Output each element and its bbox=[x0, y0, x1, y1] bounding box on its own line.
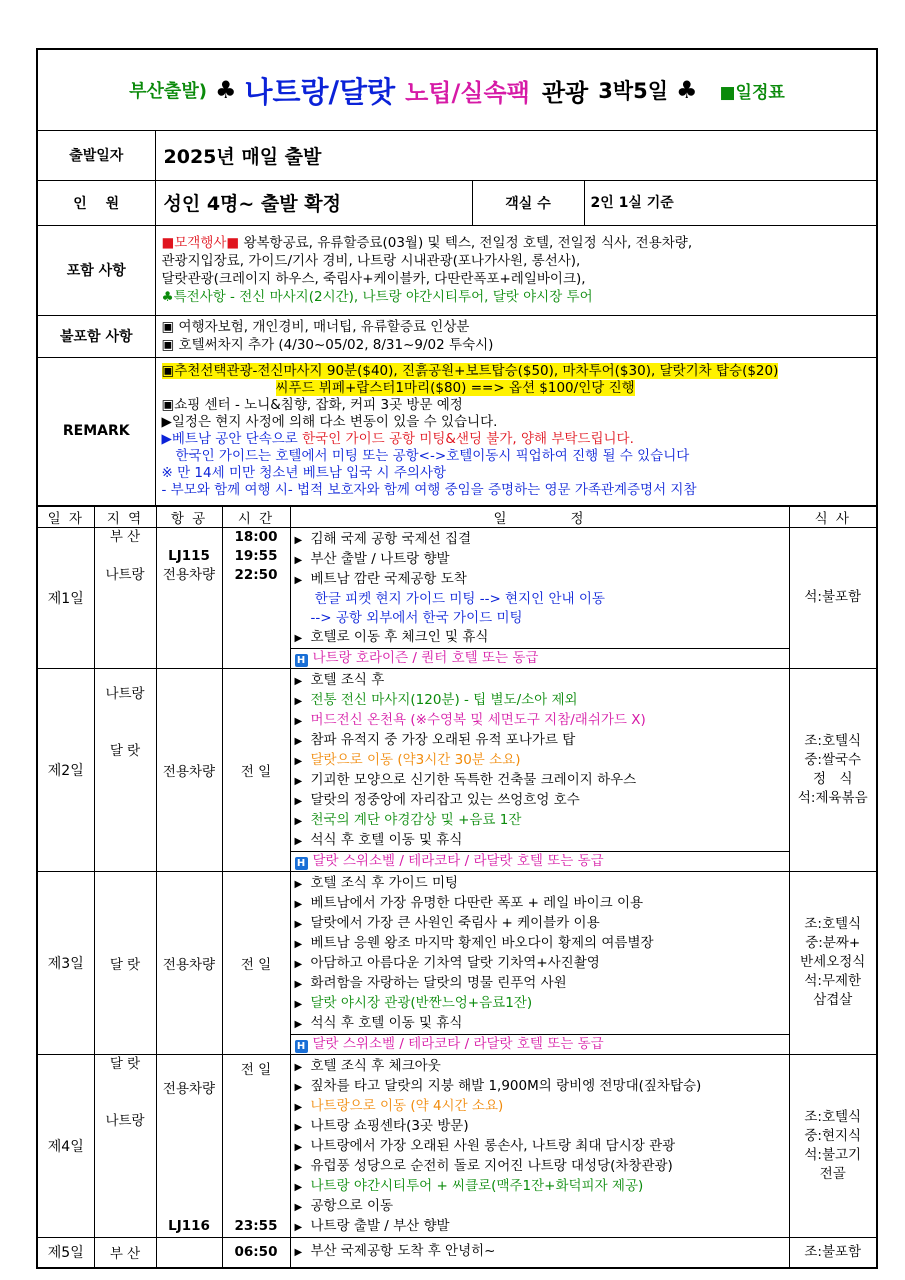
itinerary-line: ▶ 부산 국제공항 도착 후 안녕히~ bbox=[291, 1242, 789, 1262]
itinerary-cell bbox=[290, 871, 789, 1054]
club-icon: ♣ bbox=[214, 76, 237, 104]
itinerary-line: ▶ 화려함을 자랑하는 달랏의 명물 린푸억 사원 bbox=[291, 974, 789, 994]
guide-warning: ▶베트남 공안 단속으로 한국인 가이드 공항 미팅&샌딩 불가, 양해 부탁드립니다. bbox=[161, 431, 634, 447]
bullet-icon: ▶ bbox=[294, 1081, 303, 1093]
day-row bbox=[38, 1237, 876, 1267]
bullet-icon: ▶ bbox=[294, 755, 303, 767]
bullet-icon: ▶ bbox=[294, 918, 303, 930]
time-cell: 전 일 bbox=[222, 871, 290, 1054]
region-cell: 나트랑 달 랏 bbox=[94, 668, 156, 871]
bullet-icon: ▶ bbox=[294, 675, 303, 687]
special-benefits: ♣특전사항 - 전신 마사지(2시간), 나트랑 야간시티투어, 달랏 야시장 투어 bbox=[161, 289, 593, 305]
meal-cell: 석:불포함 bbox=[789, 527, 876, 668]
itinerary-line: ▶ 호텔 조식 후 가이드 미팅 bbox=[291, 874, 789, 894]
day-row bbox=[38, 1054, 876, 1237]
itinerary-line: ▶ 유럽풍 성당으로 순전히 돌로 지어진 나트랑 대성당(차창관광) bbox=[291, 1157, 789, 1177]
itinerary-line: ▶ 부산 출발 / 나트랑 향발 bbox=[291, 550, 789, 570]
time-cell: 전 일 bbox=[222, 668, 290, 871]
flight-cell: LJ115 전용차량 bbox=[156, 527, 222, 668]
bullet-icon: ▶ bbox=[294, 815, 303, 827]
itinerary-line: ▶ 나트랑에서 가장 오래된 사원 롱손사, 나트랑 최대 담시장 관광 bbox=[291, 1137, 789, 1157]
region-cell: 달 랏 bbox=[94, 871, 156, 1054]
day-row bbox=[38, 871, 876, 1054]
itinerary-line: ▶ 머드전신 온천욕 (※수영복 및 세면도구 지참/래쉬가드 X) bbox=[291, 711, 789, 731]
itinerary-cell bbox=[290, 668, 789, 871]
date-label: 출발일자 bbox=[38, 131, 155, 180]
bullet-icon: ▶ bbox=[294, 1018, 303, 1030]
itinerary-line: 한글 피켓 현지 가이드 미팅 --> 현지인 안내 이동 bbox=[310, 590, 605, 607]
meal-cell: 조:호텔식 중:현지식 석:불고기 전골 bbox=[789, 1054, 876, 1237]
title-departure: 부산출발) bbox=[129, 81, 207, 102]
bullet-icon: ▶ bbox=[294, 1201, 303, 1213]
itinerary-line: ▶ 나트랑으로 이동 (약 4시간 소요) bbox=[291, 1097, 789, 1117]
day-row bbox=[38, 668, 876, 871]
header-flight: 항 공 bbox=[156, 506, 222, 527]
hotel-line: H 달랏 스위소벨 / 테라코타 / 라달랏 호텔 또는 동급 bbox=[291, 851, 789, 871]
itinerary-line: ▶ 전통 전신 마사지(120분) - 팁 별도/소아 제외 bbox=[291, 691, 789, 711]
meal-cell: 조:불포함 bbox=[789, 1237, 876, 1267]
optional-tours-cont: 씨푸드 뷔페+랍스터1마리($80) ==> 옵션 $100/인당 진행 bbox=[275, 380, 635, 396]
bullet-icon: ▶ bbox=[294, 958, 303, 970]
bullet-icon: ▶ bbox=[294, 835, 303, 847]
bullet-icon: ▶ bbox=[294, 1121, 303, 1133]
itinerary-line: ▶ 호텔 조식 후 체크아웃 bbox=[291, 1057, 789, 1077]
bullet-icon: ▶ bbox=[294, 554, 303, 566]
meal-cell: 조:호텔식 중:분짜+ 반세오정식 석:무제한 삼겹살 bbox=[789, 871, 876, 1054]
itinerary-line: ▶ 김해 국제 공항 국제선 집결 bbox=[291, 530, 789, 550]
flight-cell: 전용차량 bbox=[156, 668, 222, 871]
header-itinerary: 일 정 bbox=[290, 506, 789, 527]
hotel-icon: H bbox=[295, 857, 308, 870]
rooms-label: 객실 수 bbox=[472, 180, 584, 225]
page-title bbox=[38, 50, 876, 131]
itinerary-line: ▶ 달랏에서 가장 큰 사원인 죽림사 + 케이블카 이용 bbox=[291, 914, 789, 934]
bullet-icon: ▶ bbox=[294, 775, 303, 787]
time-cell: 18:00 19:55 22:50 bbox=[222, 527, 290, 668]
itinerary-line: ▶ 참파 유적지 중 가장 오래된 유적 포나가르 탑 bbox=[291, 731, 789, 751]
schedule-table bbox=[38, 506, 876, 1268]
itinerary-line: ▶ 호텔 조식 후 bbox=[291, 671, 789, 691]
excluded-label: 불포함 사항 bbox=[38, 315, 155, 357]
itinerary-line: ▶ 석식 후 호텔 이동 및 휴식 bbox=[291, 831, 789, 851]
bullet-icon: ▶ bbox=[294, 898, 303, 910]
bullet-icon: ▶ bbox=[294, 998, 303, 1010]
guide-note: 한국인 가이드는 호텔에서 미팅 또는 공항<->호텔이동시 픽업하여 진행 될 수 있습니다 bbox=[175, 448, 690, 464]
region-cell: 부 산 나트랑 bbox=[94, 527, 156, 668]
itinerary-line: ▶ 나트랑 야간시티투어 + 씨클로(맥주1잔+화덕피자 제공) bbox=[291, 1177, 789, 1197]
pax-value: 성인 4명~ 출발 확정 bbox=[155, 180, 472, 225]
bullet-icon: ▶ bbox=[294, 534, 303, 546]
itinerary-line: ▶ 공항으로 이동 bbox=[291, 1197, 789, 1217]
time-cell: 06:50 bbox=[222, 1237, 290, 1267]
bullet-icon: ▶ bbox=[294, 1181, 303, 1193]
itinerary-cell bbox=[290, 527, 789, 668]
hotel-icon: H bbox=[295, 1040, 308, 1053]
day-row bbox=[38, 527, 876, 668]
itinerary-line: ▶ 석식 후 호텔 이동 및 휴식 bbox=[291, 1014, 789, 1034]
hotel-line: H 나트랑 호라이즌 / 퀀터 호텔 또는 동급 bbox=[291, 648, 789, 668]
meal-cell: 조:호텔식 중:쌀국수 정 식 석:제육볶음 bbox=[789, 668, 876, 871]
itinerary-line: ▶ 나트랑 출발 / 부산 향발 bbox=[291, 1217, 789, 1237]
bullet-icon: ▶ bbox=[294, 938, 303, 950]
included-line: 달랏관광(크레이지 하우스, 죽림사+케이블카, 다딴란폭포+레일바이크), bbox=[161, 271, 586, 287]
minor-note: - 부모와 함께 여행 시- 법적 보호자와 함께 여행 중임을 증명하는 영문 가족관계증명서 지참 bbox=[161, 482, 697, 498]
club-icon: ♣ bbox=[675, 76, 698, 104]
bullet-icon: ▶ bbox=[294, 574, 303, 586]
hotel-icon: H bbox=[295, 654, 308, 667]
region-cell: 부 산 bbox=[94, 1237, 156, 1267]
flight-cell: 전용차량 bbox=[156, 871, 222, 1054]
bullet-icon: ▶ bbox=[294, 1161, 303, 1173]
itinerary-line: ▶ 달랏 야시장 관광(반짠느엉+음료1잔) bbox=[291, 994, 789, 1014]
itinerary-line: ▶ 달랏으로 이동 (약3시간 30분 소요) bbox=[291, 751, 789, 771]
header-meal: 식 사 bbox=[789, 506, 876, 527]
itinerary-line: ▶ 천국의 계단 야경감상 및 +음료 1잔 bbox=[291, 811, 789, 831]
bullet-icon: ▶ bbox=[294, 715, 303, 727]
flight-cell: 전용차량 LJ116 bbox=[156, 1054, 222, 1237]
itinerary-line: ▶ 나트랑 쇼핑센타(3곳 방문) bbox=[291, 1117, 789, 1137]
itinerary-line: ▶ 아담하고 아름다운 기차역 달랏 기차역+사진촬영 bbox=[291, 954, 789, 974]
rooms-value: 2인 1실 기준 bbox=[584, 180, 876, 225]
itinerary-line: ▶ 베트남 깜란 국제공항 도착 bbox=[291, 570, 789, 590]
date-value: 2025년 매일 출발 bbox=[155, 131, 876, 180]
region-cell: 달 랏 나트랑 bbox=[94, 1054, 156, 1237]
day-label: 제1일 bbox=[38, 527, 94, 668]
bullet-icon: ▶ bbox=[294, 878, 303, 890]
bullet-icon: ▶ bbox=[294, 1141, 303, 1153]
day-label: 제5일 bbox=[38, 1237, 94, 1267]
itinerary-cell bbox=[290, 1237, 789, 1267]
remark-label: REMARK bbox=[38, 357, 155, 505]
title-package: 노팁/실속팩 bbox=[405, 78, 530, 107]
hotel-line: H 달랏 스위소벨 / 테라코타 / 라달랏 호텔 또는 동급 bbox=[291, 1034, 789, 1054]
title-tour: 관광 bbox=[541, 78, 589, 107]
bullet-icon: ▶ bbox=[294, 1101, 303, 1113]
day-label: 제4일 bbox=[38, 1054, 94, 1237]
itinerary-line: ▶ 기괴한 모양으로 신기한 독특한 건축물 크레이지 하우스 bbox=[291, 771, 789, 791]
bullet-icon: ▶ bbox=[294, 1247, 303, 1259]
excluded-line: ▣ 호텔써차지 추가 (4/30~05/02, 8/31~9/02 투숙시) bbox=[161, 337, 494, 353]
itinerary-line: --> 공항 외부에서 한국 가이드 미팅 bbox=[310, 609, 523, 626]
minor-warning: ※ 만 14세 미만 청소년 베트남 입국 시 주의사항 bbox=[161, 465, 447, 481]
title-destination: 나트랑/달랏 bbox=[244, 74, 396, 109]
itinerary-line: ▶ 베트남 응웬 왕조 마지막 황제인 바오다이 황제의 여름별장 bbox=[291, 934, 789, 954]
header-time: 시 간 bbox=[222, 506, 290, 527]
pax-label: 인 원 bbox=[38, 180, 155, 225]
bullet-icon: ▶ bbox=[294, 1061, 303, 1073]
day-label: 제3일 bbox=[38, 871, 94, 1054]
included-line: ■모객행사■ 왕복항공료, 유류할증료(03월) 및 텍스, 전일정 호텔, 전일정 식사, 전용차량, bbox=[161, 235, 693, 251]
included-line: 관광지입장료, 가이드/기사 경비, 나트랑 시내관광(포나가사원, 롱선사), bbox=[161, 253, 581, 269]
optional-tours: ▣추천선택관광-전신마사지 90분($40), 진흙공원+보트탑승($50), 마차투어($30), 달랏기차 탑승($20) bbox=[161, 363, 779, 379]
included-content bbox=[155, 225, 876, 315]
title-days: 3박5일 bbox=[598, 79, 668, 103]
itinerary-sheet bbox=[36, 48, 878, 1269]
title-schedule: ■일정표 bbox=[719, 82, 785, 103]
excluded-line: ▣ 여행자보험, 개인경비, 매너팁, 유류할증료 인상분 bbox=[161, 319, 470, 335]
excluded-content bbox=[155, 315, 876, 357]
info-table bbox=[38, 131, 876, 506]
itinerary-line: ▶ 호텔로 이동 후 체크인 및 휴식 bbox=[291, 628, 789, 648]
bullet-icon: ▶ bbox=[294, 695, 303, 707]
header-day: 일 자 bbox=[38, 506, 94, 527]
itinerary-cell bbox=[290, 1054, 789, 1237]
included-label: 포함 사항 bbox=[38, 225, 155, 315]
shopping-note: ▣쇼핑 센터 - 노니&침향, 잡화, 커피 3곳 방문 예정 bbox=[161, 397, 463, 413]
remark-content bbox=[155, 357, 876, 505]
change-note: ▶일정은 현지 사정에 의해 다소 변동이 있을 수 있습니다. bbox=[161, 414, 498, 430]
bullet-icon: ▶ bbox=[294, 795, 303, 807]
bullet-icon: ▶ bbox=[294, 978, 303, 990]
bullet-icon: ▶ bbox=[294, 632, 303, 644]
day-label: 제2일 bbox=[38, 668, 94, 871]
time-cell: 전 일 23:55 bbox=[222, 1054, 290, 1237]
itinerary-line: ▶ 짚차를 타고 달랏의 지붕 해발 1,900M의 랑비엥 전망대(짚차탑승) bbox=[291, 1077, 789, 1097]
bullet-icon: ▶ bbox=[294, 1221, 303, 1233]
flight-cell bbox=[156, 1237, 222, 1267]
bullet-icon: ▶ bbox=[294, 735, 303, 747]
header-region: 지 역 bbox=[94, 506, 156, 527]
itinerary-line: ▶ 달랏의 정중앙에 자리잡고 있는 쓰엉흐엉 호수 bbox=[291, 791, 789, 811]
itinerary-line: ▶ 베트남에서 가장 유명한 다딴란 폭포 + 레일 바이크 이용 bbox=[291, 894, 789, 914]
